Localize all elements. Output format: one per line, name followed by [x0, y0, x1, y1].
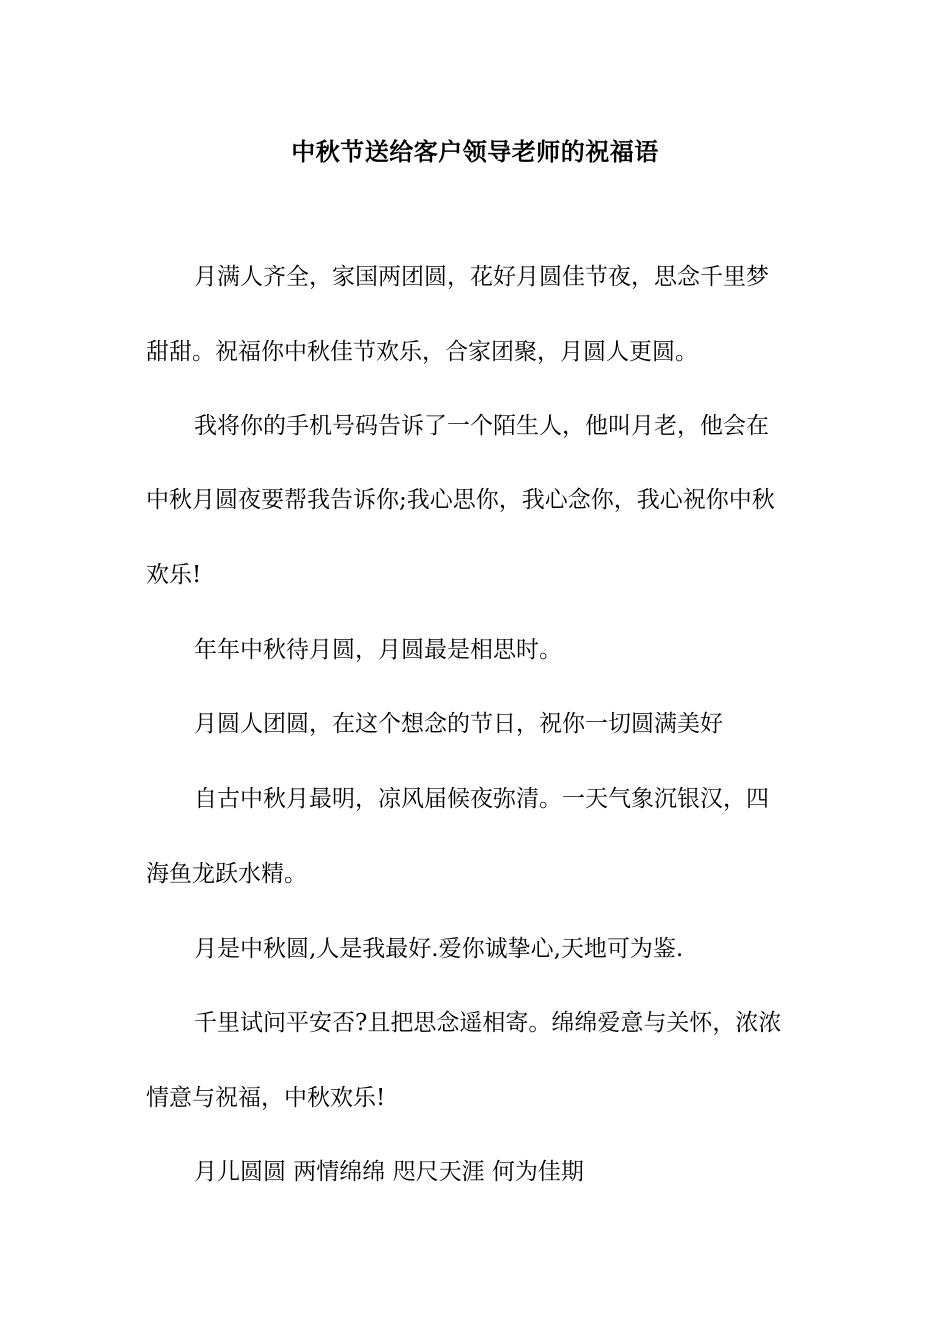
- paragraph-3-line-1: 年年中秋待月圆，月圆最是相思时。: [194, 637, 562, 663]
- paragraph-1-line-1: 月满人齐全，家国两团圆，花好月圆佳节夜，思念千里梦: [194, 264, 769, 290]
- paragraph-2-line-2: 中秋月圆夜要帮我告诉你;我心思你，我心念你，我心祝你中秋: [146, 487, 775, 513]
- paragraph-7-line-2: 情意与祝福，中秋欢乐!: [146, 1085, 386, 1111]
- paragraph-6-line-1: 月是中秋圆,人是我最好.爱你诚挚心,天地可为鉴.: [194, 936, 684, 962]
- paragraph-1-line-2: 甜甜。祝福你中秋佳节欢乐，合家团聚，月圆人更圆。: [146, 339, 698, 365]
- paragraph-8-line-1: 月儿圆圆 两情绵绵 咫尺天涯 何为佳期: [194, 1159, 584, 1185]
- paragraph-2-line-3: 欢乐!: [146, 562, 202, 588]
- paragraph-5-line-1: 自古中秋月最明，凉风届候夜弥清。一天气象沉银汉，四: [194, 786, 769, 812]
- paragraph-5-line-2: 海鱼龙跃水精。: [146, 861, 307, 887]
- document-title: 中秋节送给客户领导老师的祝福语: [291, 138, 659, 166]
- paragraph-2-line-1: 我将你的手机号码告诉了一个陌生人，他叫月老，他会在: [194, 413, 769, 439]
- paragraph-7-line-1: 千里试问平安否?且把思念遥相寄。绵绵爱意与关怀，浓浓: [194, 1010, 782, 1036]
- paragraph-4-line-1: 月圆人团圆，在这个想念的节日，祝你一切圆满美好: [194, 711, 723, 737]
